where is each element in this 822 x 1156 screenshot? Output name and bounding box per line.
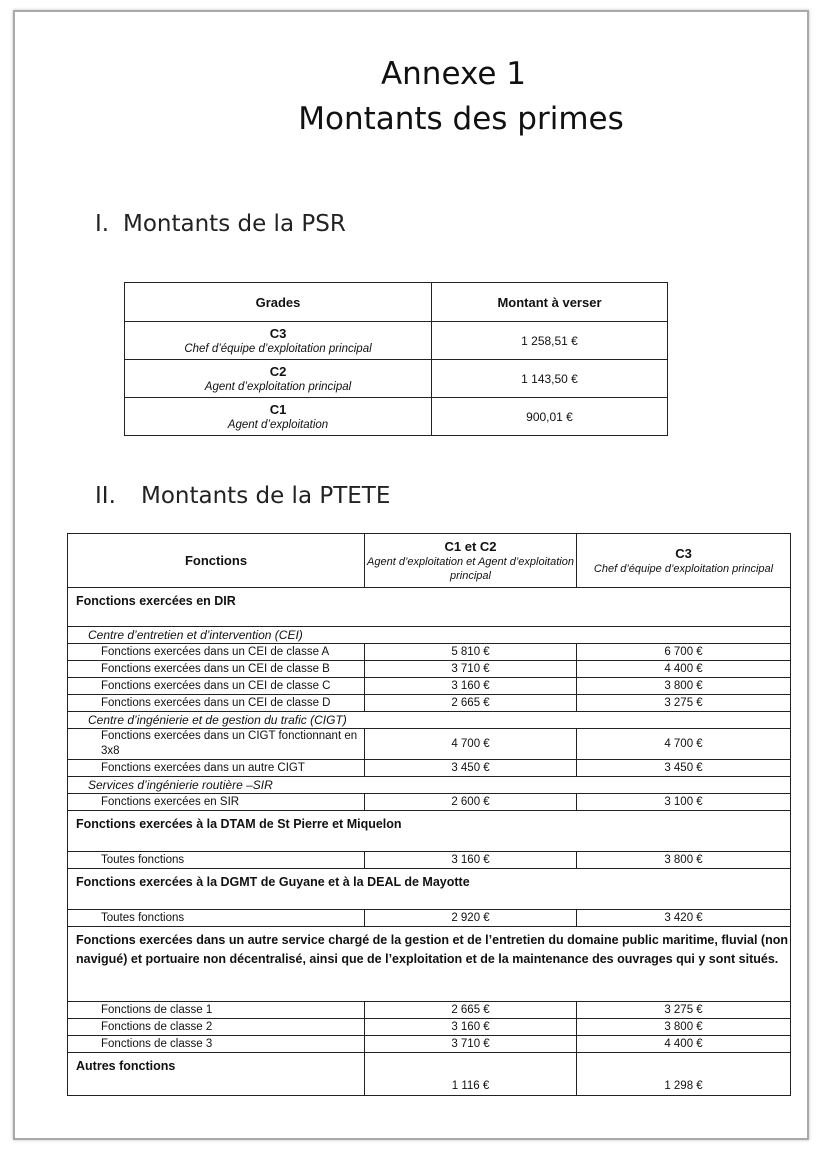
table-row (68, 1036, 791, 1053)
ptete-col-fonctions (68, 534, 365, 588)
subgroup-cei: Centre d’entretien et d’intervention (CEI) (68, 627, 791, 644)
subgroup-sir: Services d’ingénierie routière –SIR (68, 777, 791, 794)
row-c1c2: 3 710 € (365, 1036, 577, 1053)
group-row (68, 811, 791, 852)
title-line-2: Montants des primes (298, 101, 624, 137)
ptete-col-c1c2 (365, 534, 577, 588)
title-line-1: Annexe 1 (380, 56, 527, 92)
table-row (68, 760, 791, 777)
table-row (68, 695, 791, 712)
psr-col-montant: Montant à verser (432, 283, 668, 322)
psr-grade-cell (125, 360, 432, 398)
section-ptete-text: Montants de la PTETE (141, 483, 391, 509)
psr-amount: 900,01 € (432, 398, 668, 436)
row-c3: 3 275 € (577, 695, 791, 712)
row-c3: 3 100 € (577, 794, 791, 811)
col-c3-label: C3 (675, 546, 692, 561)
row-label: Toutes fonctions (68, 852, 365, 869)
row-c3: 3 450 € (577, 760, 791, 777)
row-label: Fonctions exercées dans un autre CIGT (68, 760, 365, 777)
psr-col-grades: Grades (125, 283, 432, 322)
table-row (68, 910, 791, 927)
psr-header-row (125, 283, 668, 322)
table-row (68, 1002, 791, 1019)
row-c3: 4 400 € (577, 1036, 791, 1053)
col-c1c2-sub: Agent d’exploitation et Agent d’exploitation principal (367, 556, 574, 582)
subgroup-row (68, 627, 791, 644)
row-label: Fonctions exercées en SIR (68, 794, 365, 811)
subgroup-row (68, 777, 791, 794)
table-row (68, 678, 791, 695)
psr-grade-cell (125, 398, 432, 436)
row-c3: 3 275 € (577, 1002, 791, 1019)
row-c1c2: 3 160 € (365, 678, 577, 695)
row-c3: 3 800 € (577, 678, 791, 695)
psr-row (125, 360, 668, 398)
row-c3: 1 298 € (577, 1053, 791, 1096)
row-c1c2: 3 160 € (365, 1019, 577, 1036)
row-c1c2: 4 700 € (365, 729, 577, 760)
row-label: Fonctions exercées dans un CEI de classe A (68, 644, 365, 661)
group-dtam: Fonctions exercées à la DTAM de St Pierre et Miquelon (68, 811, 791, 852)
row-c1c2: 3 710 € (365, 661, 577, 678)
row-label: Fonctions de classe 3 (68, 1036, 365, 1053)
table-row (68, 1019, 791, 1036)
grade-name: Agent d’exploitation (227, 418, 329, 431)
grade-name: Chef d’équipe d’exploitation principal (184, 342, 372, 355)
row-c1c2: 2 920 € (365, 910, 577, 927)
section-psr-text: Montants de la PSR (123, 211, 346, 237)
row-c1c2: 5 810 € (365, 644, 577, 661)
col-c3-sub: Chef d’équipe d’exploitation principal (593, 563, 774, 575)
row-c3: 3 800 € (577, 852, 791, 869)
row-c3: 3 420 € (577, 910, 791, 927)
psr-row (125, 322, 668, 360)
group-row (68, 588, 791, 627)
row-c1c2: 2 600 € (365, 794, 577, 811)
grade-code: C1 (269, 401, 287, 417)
row-c3: 4 400 € (577, 661, 791, 678)
psr-row (125, 398, 668, 436)
table-row (68, 729, 791, 760)
psr-table (124, 282, 668, 436)
group-dgmt: Fonctions exercées à la DGMT de Guyane et à la DEAL de Mayotte (68, 869, 791, 910)
row-label: Toutes fonctions (68, 910, 365, 927)
group-row (68, 869, 791, 910)
row-label: Fonctions exercées dans un CIGT fonctionnant en 3x8 (68, 729, 365, 760)
row-c1c2: 3 160 € (365, 852, 577, 869)
psr-grade-cell (125, 322, 432, 360)
grade-code: C3 (269, 325, 287, 341)
row-label: Fonctions exercées dans un CEI de classe C (68, 678, 365, 695)
subgroup-cigt: Centre d’ingénierie et de gestion du trafic (CIGT) (68, 712, 791, 729)
group-row (68, 927, 791, 1002)
row-label: Fonctions exercées dans un CEI de classe B (68, 661, 365, 678)
table-row (68, 644, 791, 661)
section-ptete-heading (95, 483, 390, 509)
page-title (15, 52, 807, 142)
grade-name: Agent d’exploitation principal (204, 380, 352, 393)
group-autre-service: Fonctions exercées dans un autre service chargé de la gestion et de l’entretien du domaine public maritime, fluvial (non navigué) et portuaire non décentralisé, ainsi que de l’exploitation et de la maintenance des ouvrages qui y sont situés. (68, 927, 791, 1002)
ptete-col-c3 (577, 534, 791, 588)
section-ptete-number: II. (95, 483, 116, 509)
row-label: Fonctions de classe 2 (68, 1019, 365, 1036)
row-c3: 6 700 € (577, 644, 791, 661)
group-autres: Autres fonctions (68, 1053, 365, 1096)
document-page (13, 10, 809, 1140)
row-c1c2: 2 665 € (365, 1002, 577, 1019)
table-row (68, 852, 791, 869)
table-row (68, 1053, 791, 1096)
row-label: Fonctions de classe 1 (68, 1002, 365, 1019)
row-label: Fonctions exercées dans un CEI de classe D (68, 695, 365, 712)
ptete-header-row (68, 534, 791, 588)
psr-amount: 1 258,51 € (432, 322, 668, 360)
psr-amount: 1 143,50 € (432, 360, 668, 398)
section-psr-heading (95, 211, 346, 237)
section-psr-number: I. (95, 211, 110, 237)
col-fonctions-label: Fonctions (184, 553, 248, 568)
table-row (68, 661, 791, 678)
table-row (68, 794, 791, 811)
subgroup-row (68, 712, 791, 729)
row-c1c2: 1 116 € (365, 1053, 577, 1096)
grade-code: C2 (269, 363, 287, 379)
group-dir: Fonctions exercées en DIR (68, 588, 791, 627)
row-c3: 4 700 € (577, 729, 791, 760)
row-c1c2: 3 450 € (365, 760, 577, 777)
ptete-table (67, 533, 791, 1096)
col-c1c2-label: C1 et C2 (444, 539, 497, 554)
row-c3: 3 800 € (577, 1019, 791, 1036)
row-c1c2: 2 665 € (365, 695, 577, 712)
